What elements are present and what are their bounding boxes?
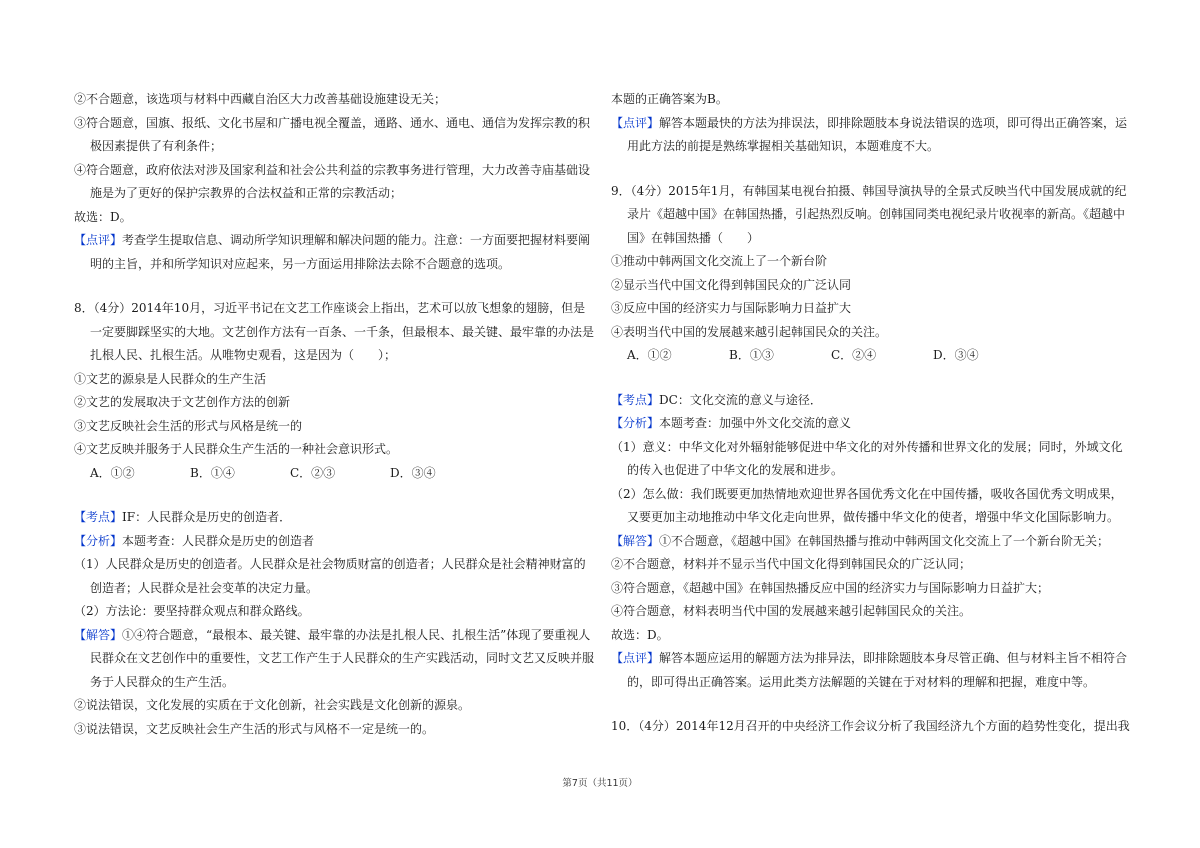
q8-jieda-3: ③说法错误，文艺反映社会生产生活的形式与风格不一定是统一的。 bbox=[74, 721, 435, 736]
kaodian-tag: 【考点】 bbox=[74, 510, 123, 524]
q9-fenxi-point-1: （1）意义：中华文化对外辐射能够促进中华文化的对外传播和世界文化的发展；同时，外域文化的传入也促进了中华文化的发展和进步。 bbox=[611, 439, 1123, 477]
q9-options bbox=[611, 344, 1131, 368]
q9-answer: 故选：D。 bbox=[611, 627, 669, 642]
q9-fenxi bbox=[611, 412, 1131, 436]
jieda-tag: 【解答】 bbox=[74, 627, 123, 642]
q9-kaodian-text: DC：文化交流的意义与途径． bbox=[659, 392, 822, 407]
q7-answer: 故选：D。 bbox=[74, 209, 132, 224]
q8-fenxi-text: 本题考查：人民群众是历史的创造者 bbox=[122, 533, 315, 548]
q8-statement-4: ④文艺反映并服务于人民群众生产生活的一种社会意识形式。 bbox=[74, 442, 399, 456]
q9-statement-1: ①推动中韩两国文化交流上了一个新台阶 bbox=[611, 254, 828, 268]
q8-stem: 8．（4分）2014年10月，习近平书记在文艺工作座谈会上指出，艺术可以放飞想象的翅膀，但是一定要脚踩坚实的大地。文艺创作方法有一百条、一千条，但最根本、最关键、最牢靠的办法是扎根人民、扎根生活。从唯物史观看，这是因为（ ）； bbox=[74, 301, 595, 362]
q9-fenxi-point-2: （2）怎么做：我们既要更加热情地欢迎世界各国优秀文化在中国传播，吸收各国优秀文明成果，又要更加主动地推动中华文化走向世界，做传播中华文化的使者，增强中华文化国际影响力。 bbox=[611, 486, 1123, 524]
comment-tag: 【点评】 bbox=[74, 233, 123, 247]
q9-jieda-text: ①不合题意，《超越中国》在韩国热播与推动中韩两国文化交流上了一个新台阶无关； bbox=[659, 533, 1110, 548]
fenxi-tag: 【分析】 bbox=[611, 416, 660, 430]
q9-jieda-3: ③符合题意，《超越中国》在韩国热播反应中国的经济实力与国际影响力日益扩大； bbox=[611, 580, 1050, 595]
q9-option-d: D．③④ bbox=[933, 348, 979, 362]
q10-stem: 10．（4分）2014年12月召开的中央经济工作会议分析了我国经济九个方面的趋势性变化，提出我 bbox=[611, 719, 1130, 733]
comment-tag: 【点评】 bbox=[611, 115, 660, 130]
q8-fenxi bbox=[74, 530, 594, 554]
q8-comment-text: 解答本题最快的方法为排误法，即排除题肢本身说法错误的选项，即可得出正确答案，运用此方法的前提是熟练掌握相关基础知识，本题难度不大。 bbox=[627, 115, 1128, 153]
q9-statement-3: ③反应中国的经济实力与国际影响力日益扩大 bbox=[611, 301, 852, 315]
q8-fenxi-point-1: （1）人民群众是历史的创造者。人民群众是社会物质财富的创造者；人民群众是社会精神财富的创造者；人民群众是社会变革的决定力量。 bbox=[74, 557, 586, 595]
q8-statement-2: ②文艺的发展取决于文艺创作方法的创新 bbox=[74, 395, 291, 409]
q8-statement-1: ①文艺的源泉是人民群众的生产生活 bbox=[74, 371, 267, 386]
q8-kaodian bbox=[74, 506, 594, 530]
q9-jieda bbox=[611, 530, 1131, 554]
q8-option-a: A．①② bbox=[90, 465, 135, 480]
q7-comment-text: 考查学生提取信息、调动所学知识理解和解决问题的能力。注意：一方面要把握材料要阐明的主旨，并和所学知识对应起来，另一方面运用排除法去除不合题意的选项。 bbox=[90, 233, 591, 271]
q8-option-c: C．②③ bbox=[290, 465, 336, 480]
q7-option-4-analysis: ④符合题意，政府依法对涉及国家利益和社会公共利益的宗教事务进行管理，大力改善寺庙基础设施是为了更好的保护宗教界的合法权益和正常的宗教活动； bbox=[74, 162, 591, 200]
q9-statement-2: ②显示当代中国文化得到韩国民众的广泛认同 bbox=[611, 277, 852, 292]
q8-option-d: D．③④ bbox=[390, 465, 436, 480]
q9-comment-text: 解答本题应运用的解题方法为排异法，即排除题肢本身尽管正确、但与材料主旨不相符合的，即可得出正确答案。运用此类方法解题的关键在于对材料的理解和把握，难度中等。 bbox=[627, 651, 1128, 689]
q8-comment bbox=[611, 112, 1131, 159]
right-column bbox=[611, 88, 1131, 739]
jieda-tag: 【解答】 bbox=[611, 533, 660, 548]
q8-fenxi-point-2: （2）方法论：要坚持群众观点和群众路线。 bbox=[74, 604, 310, 618]
q9-jieda-4: ④符合题意，材料表明当代中国的发展越来越引起韩国民众的关注。 bbox=[611, 604, 972, 618]
q9-option-b: B．①③ bbox=[729, 348, 774, 362]
kaodian-tag: 【考点】 bbox=[611, 392, 660, 407]
q8-jieda bbox=[74, 624, 594, 695]
q9-option-c: C．②④ bbox=[831, 348, 877, 362]
fenxi-tag: 【分析】 bbox=[74, 533, 123, 548]
q7-comment bbox=[74, 229, 594, 276]
q9-stem: 9．（4分）2015年1月，有韩国某电视台拍摄、韩国导演执导的全景式反映当代中国发展成就的纪录片《超越中国》在韩国热播，引起热烈反响。创韩国同类电视纪录片收视率的新高。《超越中国》在韩国热播（ ） bbox=[611, 183, 1127, 245]
comment-tag: 【点评】 bbox=[611, 651, 660, 665]
q9-kaodian bbox=[611, 389, 1131, 413]
q8-kaodian-text: IF：人民群众是历史的创造者． bbox=[122, 510, 292, 524]
q9-statement-4: ④表明当代中国的发展越来越引起韩国民众的关注。 bbox=[611, 324, 888, 339]
q9-fenxi-text: 本题考查：加强中外文化交流的意义 bbox=[659, 416, 852, 430]
left-column bbox=[74, 88, 594, 741]
q8-final-answer: 本题的正确答案为B。 bbox=[611, 92, 728, 106]
page-footer: 第7页（共11页） bbox=[562, 778, 638, 789]
q7-option-3-analysis: ③符合题意，国旗、报纸、文化书屋和广播电视全覆盖，通路、通水、通电、通信为发挥宗教的积极因素提供了有利条件； bbox=[74, 115, 591, 153]
q8-option-b: B．①④ bbox=[190, 465, 235, 480]
q9-option-a: A．①② bbox=[627, 348, 672, 362]
q9-comment bbox=[611, 647, 1131, 694]
q8-jieda-text: ①④符合题意，“最根本、最关键、最牢靠的办法是扎根人民、扎根生活”体现了要重视人民群众在文艺创作中的重要性，文艺工作产生于人民群众的生产实践活动，同时文艺又反映并服务于人民群众的生产生活。 bbox=[90, 627, 595, 689]
q8-jieda-2: ②说法错误，文化发展的实质在于文化创新，社会实践是文化创新的源泉。 bbox=[74, 698, 471, 712]
q7-option-2-analysis: ②不合题意，该选项与材料中西藏自治区大力改善基础设施建设无关； bbox=[74, 92, 447, 106]
q8-options bbox=[74, 462, 594, 486]
q9-jieda-2: ②不合题意，材料并不显示当代中国文化得到韩国民众的广泛认同； bbox=[611, 557, 972, 571]
q8-statement-3: ③文艺反映社会生活的形式与风格是统一的 bbox=[74, 418, 303, 433]
